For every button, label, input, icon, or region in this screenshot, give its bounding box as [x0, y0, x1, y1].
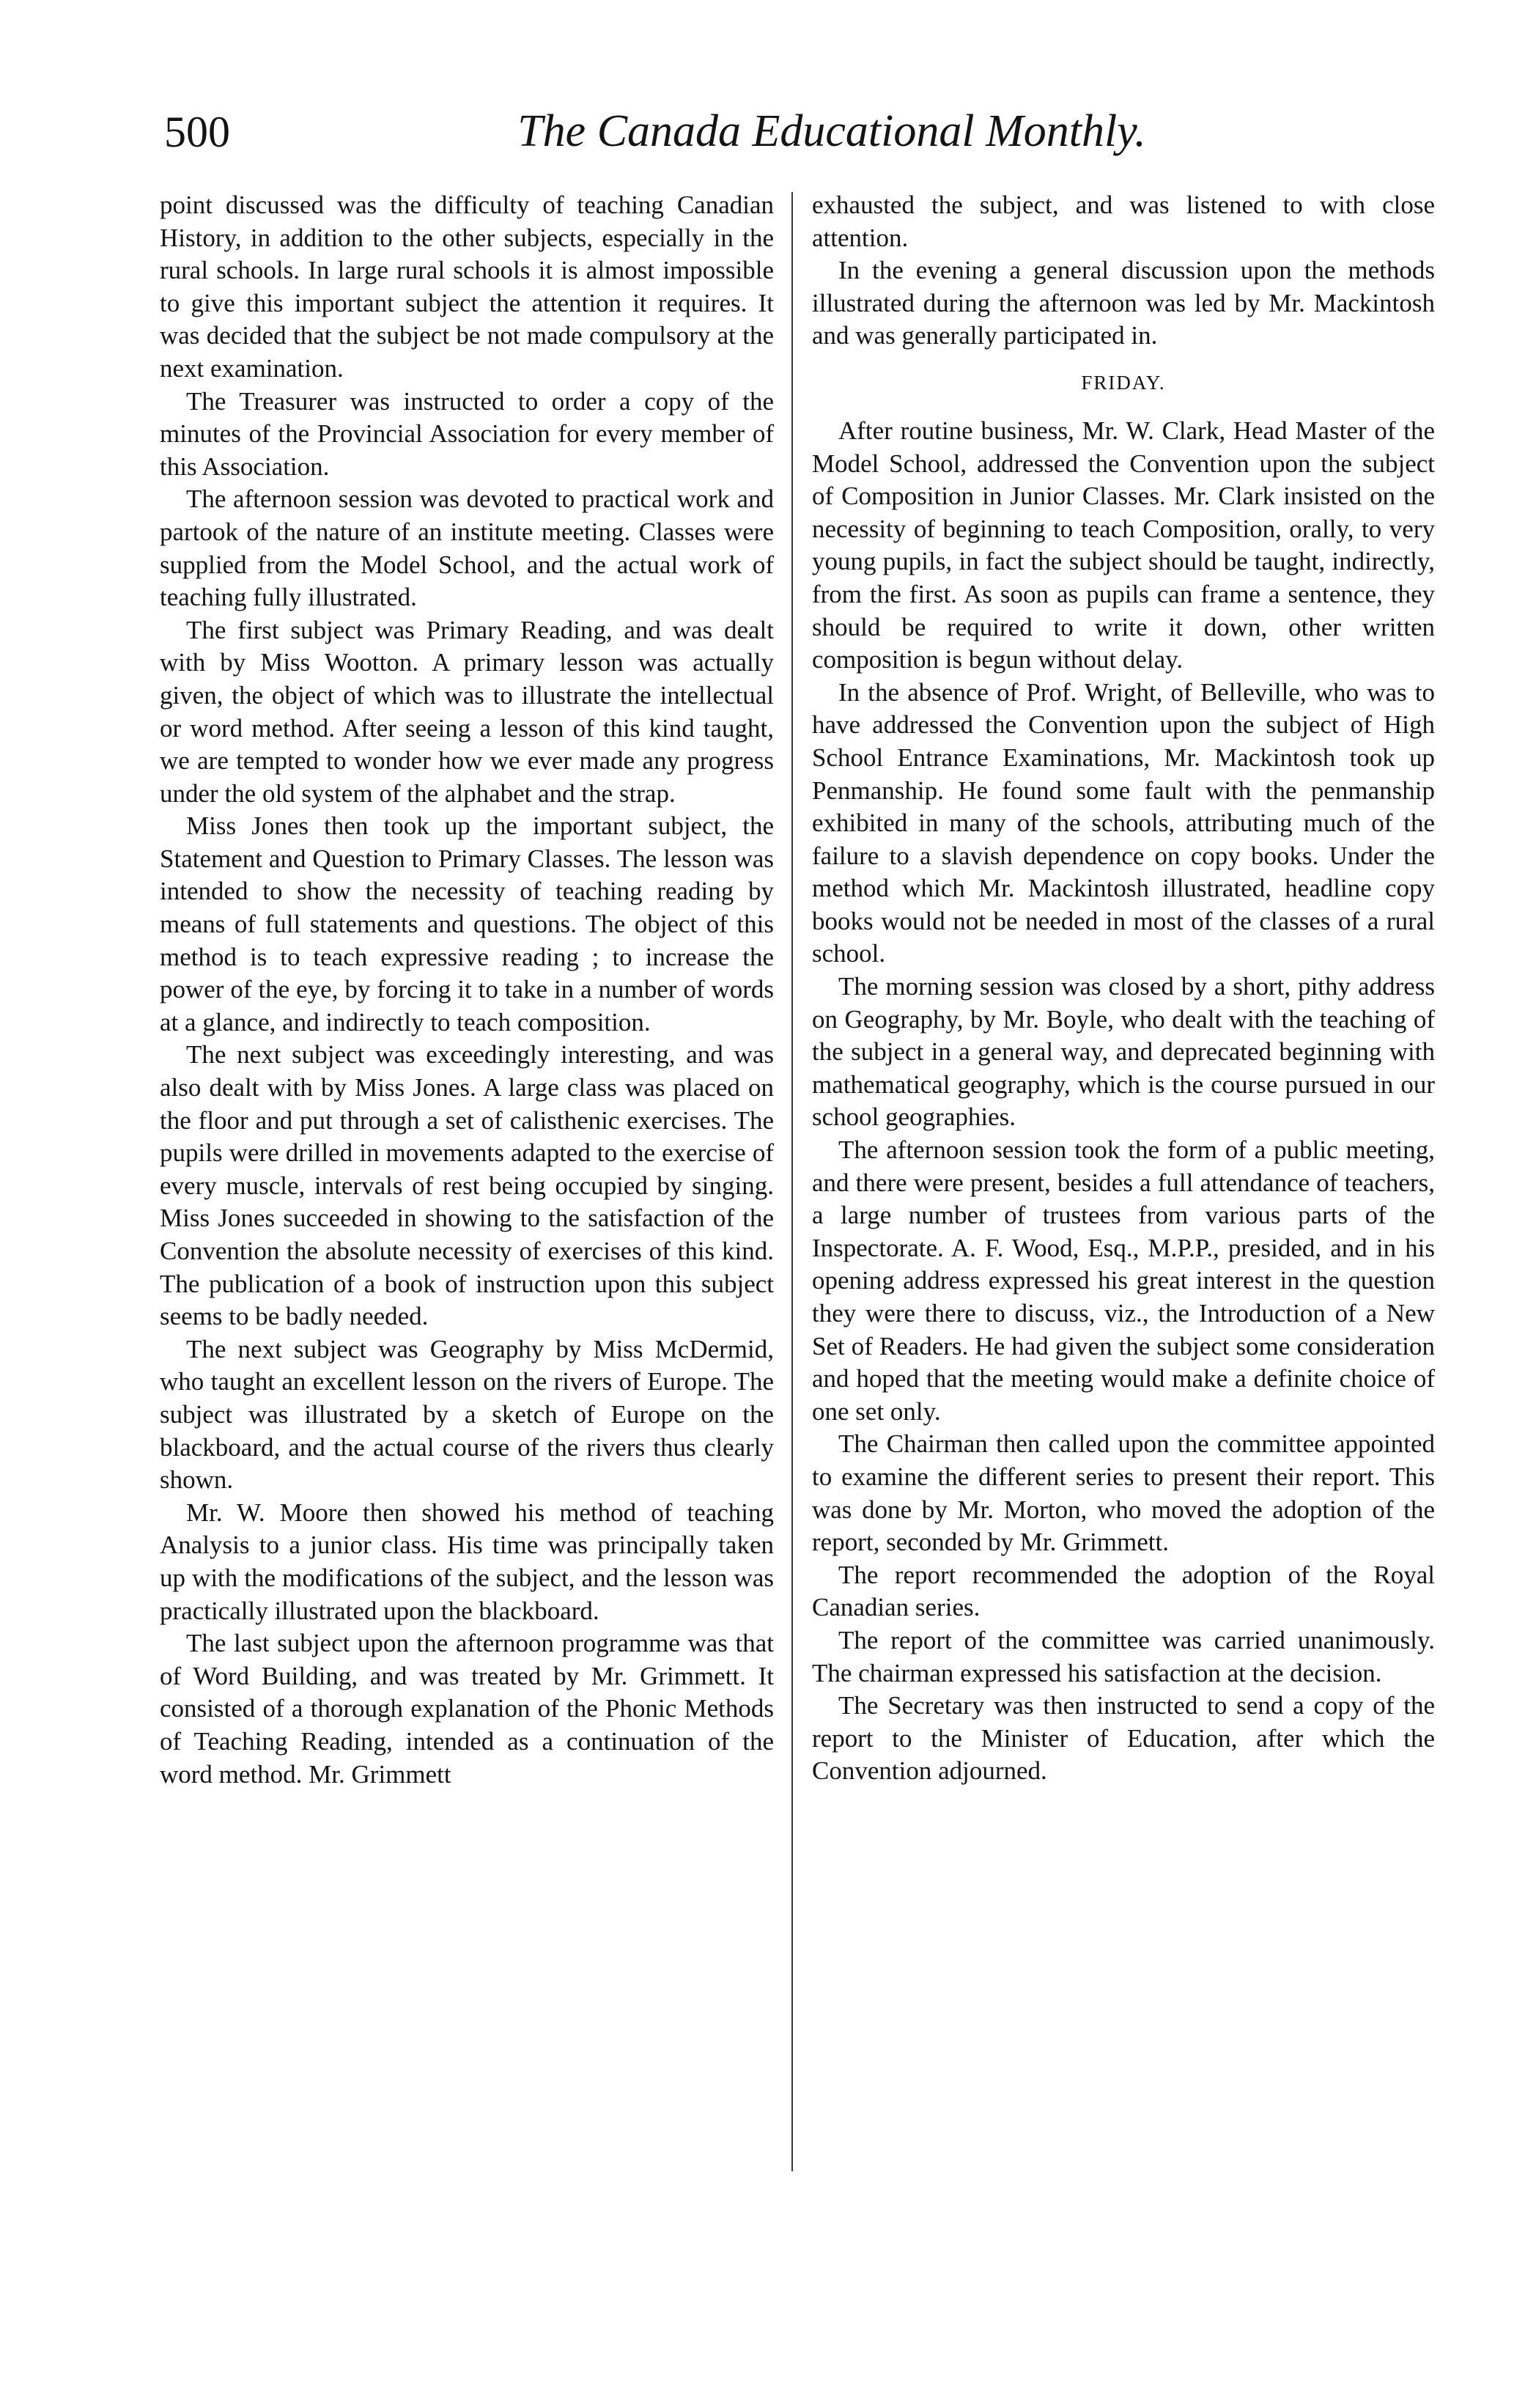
paragraph: Miss Jones then took up the important subject, the Statement and Question to Primary Classes. The lesson was intended to show the necessity of teaching reading by means of full statements and questions. The object of this method is to teach expressive reading ; to increase the power of the eye, by forcing it to take in a number of words at a glance, and indirectly to teach composition.: [160, 811, 774, 1037]
paragraph: The Treasurer was instructed to order a copy of the minutes of the Provincial Association for every member of this Association.: [160, 386, 774, 481]
paragraph: The report of the committee was carried unanimously. The chairman expressed his satisfaction at the decision.: [812, 1625, 1435, 1687]
paragraph: After routine business, Mr. W. Clark, Head Master of the Model School, addressed the Convention upon the subject of Composition in Junior Classes. Mr. Clark insisted on the necessity of beginning to teach Composition, orally, to very young pupils, in fact the subject should be taught, indirectly, from the first. As soon as pupils can frame a sentence, they should be required to write it down, other written composition is begun without delay.: [812, 416, 1435, 674]
paragraph: The morning session was closed by a short, pithy address on Geography, by Mr. Boyle, who dealt with the teaching of the subject in a general way, and deprecated beginning with mathematical geography, which is the course pursued in our school geographies.: [812, 972, 1435, 1132]
paragraph: The next subject was Geography by Miss McDermid, who taught an excellent lesson on the rivers of Europe. The subject was illustrated by a sketch of Europe on the blackboard, and the actual course of the rivers thus clearly shown.: [160, 1334, 774, 1495]
paragraph: The first subject was Primary Reading, and was dealt with by Miss Wootton. A primary lesson was actually given, the object of which was to illustrate the intellectual or word method. After seeing a lesson of this kind taught, we are tempted to wonder how we ever made any progress under the old system of the alphabet and the strap.: [160, 615, 774, 808]
paragraph: The next subject was exceedingly interesting, and was also dealt with by Miss Jones. A large class was placed on the floor and put through a set of calisthenic exercises. The pupils were drilled in movements adapted to the exercise of every muscle, intervals of rest being occupied by singing. Miss Jones succeeded in showing to the satisfaction of the Convention the absolute necessity of exercises of this kind. The publication of a book of instruction upon this subject seems to be badly needed.: [160, 1040, 774, 1331]
running-title: The Canada Educational Monthly.: [517, 106, 1146, 156]
right-column: [812, 189, 1435, 1788]
paragraph: The Secretary was then instructed to send a copy of the report to the Minister of Education, after which the Convention adjourned.: [812, 1691, 1435, 1786]
section-heading-friday: FRIDAY.: [1081, 371, 1166, 394]
paragraph: In the absence of Prof. Wright, of Belleville, who was to have addressed the Convention upon the subject of High School Entrance Examinations, Mr. Mackintosh took up Penmanship. He found some fault with the penmanship exhibited in many of the schools, attributing much of the failure to a slavish dependence on copy books. Under the method which Mr. Mackintosh illustrated, headline copy books would not be needed in most of the classes of a rural school.: [812, 677, 1435, 968]
paragraph: The afternoon session took the form of a public meeting, and there were present, besides a full attendance of teachers, a large number of trustees from various parts of the Inspectorate. A. F. Wood, Esq., M.P.P., presided, and in his opening address expressed his great interest in the question they were there to discuss, viz., the Introduction of a New Set of Readers. He had given the subject some consideration and hoped that the meeting would make a definite choice of one set only.: [812, 1135, 1435, 1426]
paragraph: Mr. W. Moore then showed his method of teaching Analysis to a junior class. His time was principally taken up with the modifications of the subject, and the lesson was practically illustrated upon the blackboard.: [160, 1498, 774, 1625]
column-rule: [791, 192, 793, 2171]
paragraph: The afternoon session was devoted to practical work and partook of the nature of an institute meeting. Classes were supplied from the Model School, and the actual work of teaching fully illustrated.: [160, 485, 774, 612]
paragraph: The report recommended the adoption of the Royal Canadian series.: [812, 1560, 1435, 1622]
page-number: 500: [164, 108, 230, 156]
paragraph: The last subject upon the afternoon programme was that of Word Building, and was treated by Mr. Grimmett. It consisted of a thorough explanation of the Phonic Methods of Teaching Reading, intended as a continuation of the word method. Mr. Grimmett: [160, 1629, 774, 1789]
paragraph: exhausted the subject, and was listened to with close attention.: [812, 191, 1435, 252]
left-column: [160, 189, 774, 1791]
paragraph: point discussed was the difficulty of teaching Canadian History, in addition to the other subjects, especially in the rural schools. In large rural schools it is almost impossible to give this important subject the attention it requires. It was decided that the subject be not made compulsory at the next examination.: [160, 191, 774, 383]
paragraph: The Chairman then called upon the committee appointed to examine the different series to present their report. This was done by Mr. Morton, who moved the adoption of the report, seconded by Mr. Grimmett.: [812, 1429, 1435, 1557]
paragraph: In the evening a general discussion upon the methods illustrated during the afternoon was led by Mr. Mackintosh and was generally participated in.: [812, 256, 1435, 350]
